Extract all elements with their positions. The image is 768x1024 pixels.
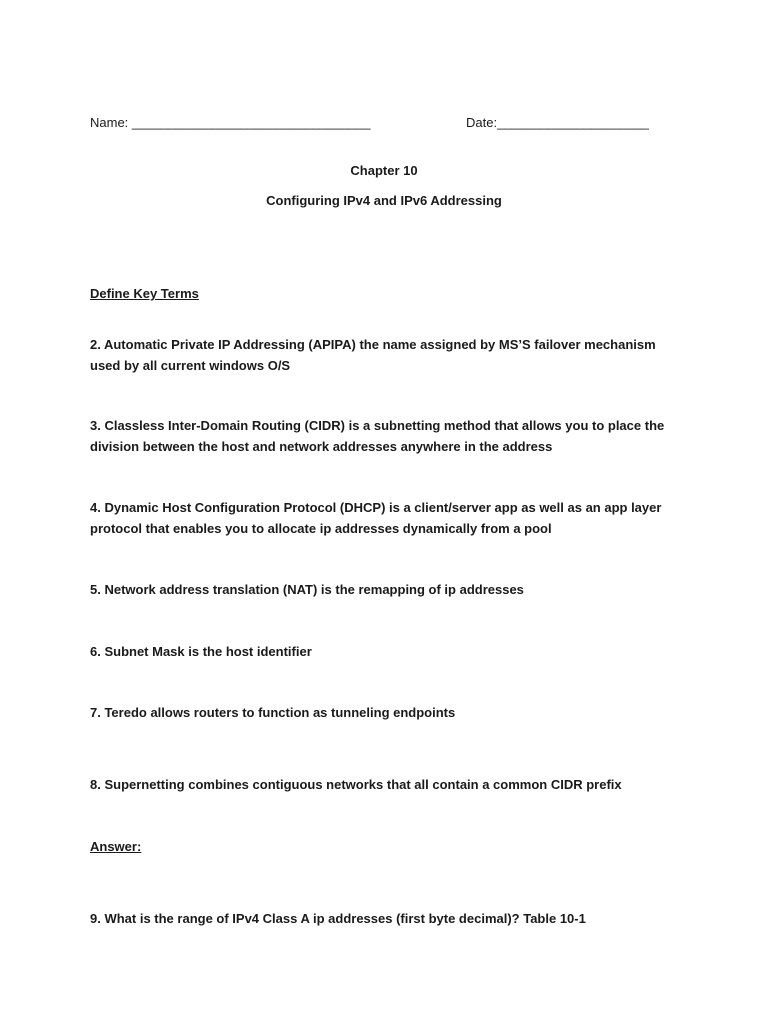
define-key-terms-heading: Define Key Terms	[90, 286, 199, 301]
question-item: 9. What is the range of IPv4 Class A ip addresses (first byte decimal)? Table 10-1	[90, 911, 586, 926]
date-field: Date:_____________________	[466, 115, 649, 130]
term-item-nat: 5. Network address translation (NAT) is the remapping of ip addresses	[90, 582, 524, 597]
answer-heading: Answer:	[90, 839, 142, 854]
term-item-supernetting: 8. Supernetting combines contiguous networks that all contain a common CIDR prefix	[90, 777, 622, 792]
term-item-cidr: 3. Classless Inter-Domain Routing (CIDR) is a subnetting method that allows you to place the division between the host and network addresses anywhere in the address	[90, 418, 665, 454]
name-field: Name: _________________________________	[90, 115, 371, 130]
term-item-subnet-mask: 6. Subnet Mask is the host identifier	[90, 644, 312, 659]
chapter-title: Chapter 10	[350, 163, 418, 178]
chapter-subtitle: Configuring IPv4 and IPv6 Addressing	[266, 193, 502, 208]
term-item-teredo: 7. Teredo allows routers to function as tunneling endpoints	[90, 705, 456, 720]
term-item-dhcp: 4. Dynamic Host Configuration Protocol (DHCP) is a client/server app as well as an app layer protocol that enables you to allocate ip addresses dynamically from a pool	[90, 500, 662, 536]
term-item-apipa: 2. Automatic Private IP Addressing (APIPA) the name assigned by MS’S failover mechanism used by all current windows O/S	[90, 337, 656, 373]
